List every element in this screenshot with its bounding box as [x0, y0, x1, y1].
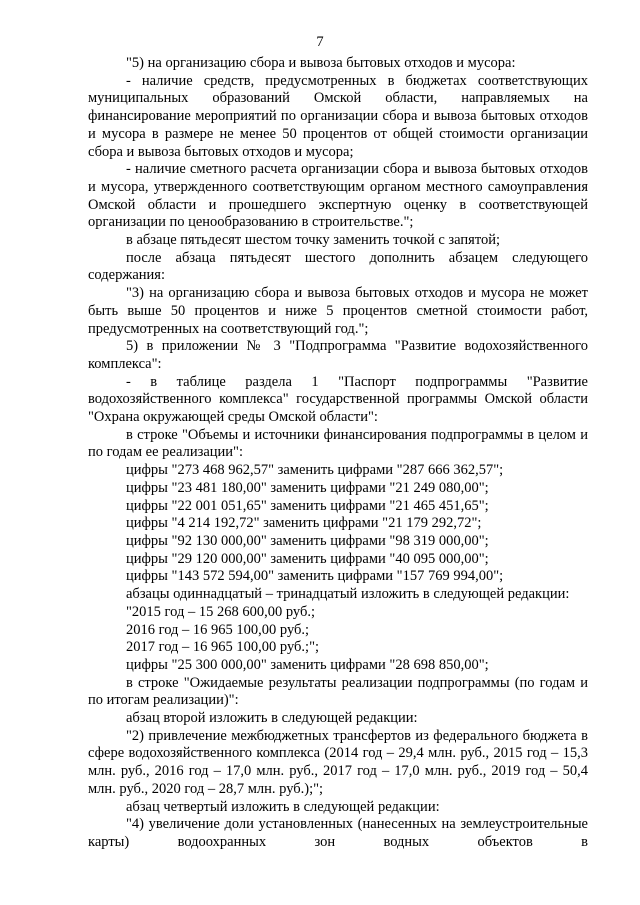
paragraph: цифры "22 001 051,65" заменить цифрами "21 465 451,65";	[126, 497, 489, 514]
paragraph: "2015 год – 15 268 600,00 руб.;	[126, 603, 315, 620]
paragraph: в строке "Объемы и источники финансирования подпрограммы в целом и по годам ее реализации":	[88, 426, 588, 461]
document-body	[88, 55, 588, 852]
paragraph: "5) на организацию сбора и вывоза бытовых отходов и мусора:	[126, 55, 516, 71]
paragraph: абзацы одиннадцатый – тринадцатый изложить в следующей редакции:	[126, 586, 570, 603]
paragraph: 5) в приложении № 3 "Подпрограмма "Развитие водохозяйственного комплекса":	[88, 338, 588, 372]
paragraph: 2017 год – 16 965 100,00 руб.;";	[126, 639, 320, 656]
paragraph: - наличие сметного расчета организации сбора и вывоза бытовых отходов и мусора, утвержденного соответствующим органом местного самоуправления Омской области и прошедшего экспертную оценку в соответствующей организации по ценообразованию в строительстве.";	[88, 161, 588, 231]
paragraph: цифры "25 300 000,00" заменить цифрами "28 698 850,00";	[126, 656, 489, 673]
paragraph: - в таблице раздела 1 "Паспорт подпрограммы "Развитие водохозяйственного комплекса" государственной программы Омской области "Охрана окружающей среды Омской области":	[88, 373, 588, 426]
paragraph: цифры "92 130 000,00" заменить цифрами "98 319 000,00";	[126, 532, 489, 549]
paragraph: "2) привлечение межбюджетных трансфертов из федерального бюджета в сфере водохозяйственного комплекса (2014 год – 29,4 млн. руб., 2015 год – 15,3 млн. руб., 2016 год – 17,0 млн. руб., 2017 год – 17,0 млн. руб., 2019 год – 50,4 млн. руб., 2020 год – 28,7 млн. руб.);";	[88, 727, 588, 797]
paragraph: цифры "29 120 000,00" заменить цифрами "40 095 000,00";	[126, 550, 489, 567]
paragraph: цифры "4 214 192,72" заменить цифрами "21 179 292,72";	[126, 515, 482, 532]
paragraph: - наличие средств, предусмотренных в бюджетах соответствующих муниципальных образований Омской области, направляемых на финансирование мероприятий по организации сбора и вывоза бытовых отходов и мусора в размере не менее 50 процентов от общей стоимости организации сбора и вывоза бытовых отходов и мусора;	[88, 72, 588, 160]
paragraph: цифры "273 468 962,57" заменить цифрами "287 666 362,57";	[126, 462, 504, 479]
paragraph: цифры "23 481 180,00" заменить цифрами "21 249 080,00";	[126, 479, 489, 496]
paragraph: цифры "143 572 594,00" заменить цифрами "157 769 994,00";	[126, 568, 504, 585]
paragraph: "3) на организацию сбора и вывоза бытовых отходов и мусора не может быть выше 50 процентов и ниже 5 процентов сметной стоимости работ, предусмотренных на соответствующий год.";	[88, 285, 588, 337]
page-number: 7	[316, 34, 324, 50]
paragraph: абзац четвертый изложить в следующей редакции:	[126, 798, 440, 815]
paragraph: "4) увеличение доли установленных (нанесенных на землеустроительные карты) водоохранных зон водных объектов в	[88, 816, 588, 850]
paragraph: после абзаца пятьдесят шестого дополнить абзацем следующего содержания:	[88, 249, 588, 284]
paragraph: в строке "Ожидаемые результаты реализации подпрограммы (по годам и по итогам реализации)":	[88, 674, 588, 709]
paragraph: в абзаце пятьдесят шестом точку заменить точкой с запятой;	[126, 232, 501, 249]
paragraph: 2016 год – 16 965 100,00 руб.;	[126, 621, 310, 638]
paragraph: абзац второй изложить в следующей редакции:	[126, 710, 418, 727]
